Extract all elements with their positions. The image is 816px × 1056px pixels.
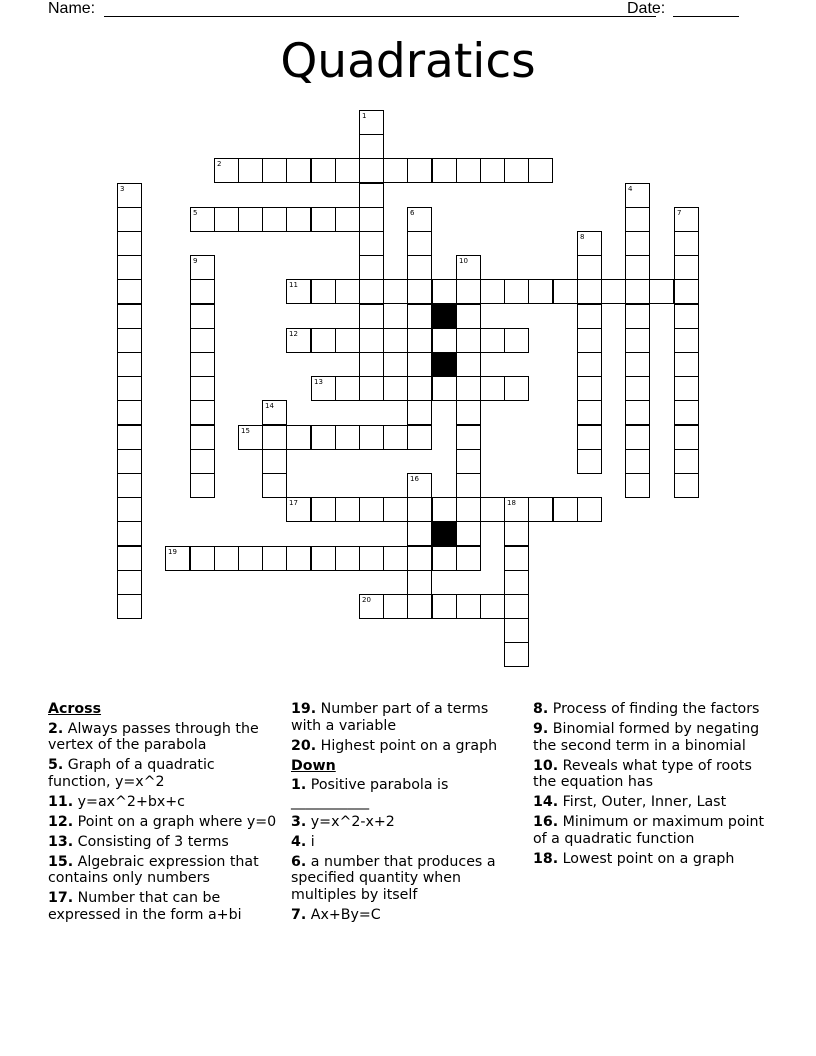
grid-cell[interactable] xyxy=(311,425,336,450)
grid-cell[interactable] xyxy=(528,497,553,522)
page-title: Quadratics xyxy=(280,34,536,89)
grid-cell[interactable] xyxy=(238,546,263,571)
grid-cell[interactable] xyxy=(625,352,650,377)
grid-cell[interactable] xyxy=(190,449,215,474)
grid-cell[interactable] xyxy=(407,255,432,280)
grid-cell[interactable] xyxy=(504,521,529,546)
grid-cell[interactable] xyxy=(625,400,650,425)
grid-cell[interactable] xyxy=(674,304,699,329)
grid-cell[interactable] xyxy=(674,231,699,256)
grid-cell[interactable] xyxy=(383,376,408,401)
grid-cell[interactable] xyxy=(238,425,263,450)
grid-cell[interactable] xyxy=(359,158,384,183)
grid-cell[interactable] xyxy=(577,449,602,474)
grid-cell[interactable] xyxy=(504,618,529,643)
grid-cell[interactable] xyxy=(553,279,578,304)
grid-cell[interactable] xyxy=(117,304,142,329)
clue-across: 12. Point on a graph where y=0 xyxy=(48,813,277,830)
grid-cell[interactable] xyxy=(359,594,384,619)
grid-cell[interactable] xyxy=(674,376,699,401)
clue-across: 17. Number that can be expressed in the form a+bi xyxy=(48,890,242,923)
grid-cell[interactable] xyxy=(432,497,457,522)
grid-cell[interactable] xyxy=(117,497,142,522)
grid-cell[interactable] xyxy=(504,158,529,183)
grid-cell[interactable] xyxy=(311,328,336,353)
clue-across: 20. Highest point on a graph xyxy=(291,737,498,754)
clue-number: 1 xyxy=(362,112,367,120)
grid-cell[interactable] xyxy=(456,255,481,280)
grid-cell[interactable] xyxy=(504,497,529,522)
clue-down: 7. Ax+By=C xyxy=(291,906,381,923)
grid-cell[interactable] xyxy=(480,279,505,304)
grid-cell[interactable] xyxy=(311,546,336,571)
clue-down: 3. y=x^2-x+2 xyxy=(291,813,395,830)
grid-cell[interactable] xyxy=(190,400,215,425)
grid-cell[interactable] xyxy=(456,158,481,183)
grid-cell[interactable] xyxy=(407,158,432,183)
clue-number: 17 xyxy=(289,499,298,507)
grid-cell[interactable] xyxy=(286,497,311,522)
grid-cell[interactable] xyxy=(383,158,408,183)
clue-across: 13. Consisting of 3 terms xyxy=(48,833,229,850)
grid-cell[interactable] xyxy=(407,546,432,571)
down-heading: Down xyxy=(291,757,336,774)
grid-cell[interactable] xyxy=(165,546,190,571)
grid-cell[interactable] xyxy=(407,473,432,498)
grid-cell[interactable] xyxy=(528,158,553,183)
grid-cell[interactable] xyxy=(625,328,650,353)
clue-number: 11 xyxy=(289,281,298,289)
grid-cell[interactable] xyxy=(262,158,287,183)
grid-cell[interactable] xyxy=(577,400,602,425)
grid-cell[interactable] xyxy=(286,279,311,304)
clue-number: 8 xyxy=(580,233,585,241)
grid-cell[interactable] xyxy=(456,328,481,353)
clue-across: 11. y=ax^2+bx+c xyxy=(48,793,185,810)
grid-cell[interactable] xyxy=(577,497,602,522)
grid-cell[interactable] xyxy=(359,207,384,232)
grid-cell[interactable] xyxy=(359,255,384,280)
grid-cell[interactable] xyxy=(117,183,142,208)
grid-cell[interactable] xyxy=(359,546,384,571)
grid-cell[interactable] xyxy=(117,425,142,450)
grid-cell[interactable] xyxy=(407,400,432,425)
grid-cell[interactable] xyxy=(432,279,457,304)
grid-cell[interactable] xyxy=(480,328,505,353)
grid-cell[interactable] xyxy=(456,521,481,546)
grid-cell[interactable] xyxy=(625,449,650,474)
clue-number: 4 xyxy=(628,185,633,193)
grid-cell[interactable] xyxy=(335,497,360,522)
clue-number: 14 xyxy=(265,402,274,410)
grid-cell[interactable] xyxy=(504,279,529,304)
clue-number: 2 xyxy=(217,160,222,168)
grid-cell[interactable] xyxy=(238,158,263,183)
grid-cell[interactable] xyxy=(335,279,360,304)
grid-cell[interactable] xyxy=(577,328,602,353)
grid-cell[interactable] xyxy=(456,304,481,329)
grid-cell[interactable] xyxy=(359,425,384,450)
clues-column-3 xyxy=(533,701,773,871)
grid-cell[interactable] xyxy=(480,594,505,619)
grid-cell[interactable] xyxy=(286,158,311,183)
clue-down: 18. Lowest point on a graph xyxy=(533,850,735,867)
clue-number: 3 xyxy=(120,185,125,193)
grid-cell[interactable] xyxy=(359,134,384,159)
grid-cell[interactable] xyxy=(553,497,578,522)
clue-across: 15. Algebraic expression that contains only numbers xyxy=(48,853,259,886)
grid-cell[interactable] xyxy=(432,546,457,571)
clue-number: 9 xyxy=(193,257,198,265)
grid-cell[interactable] xyxy=(117,255,142,280)
grid-cell[interactable] xyxy=(117,449,142,474)
grid-cell[interactable] xyxy=(625,376,650,401)
grid-cell[interactable] xyxy=(383,279,408,304)
grid-cell[interactable] xyxy=(674,473,699,498)
grid-cell[interactable] xyxy=(625,183,650,208)
grid-cell[interactable] xyxy=(335,376,360,401)
grid-cell[interactable] xyxy=(117,231,142,256)
grid-cell[interactable] xyxy=(262,473,287,498)
grid-cell[interactable] xyxy=(601,279,626,304)
clue-down: 14. First, Outer, Inner, Last xyxy=(533,794,727,810)
grid-cell[interactable] xyxy=(407,521,432,546)
clue-number: 15 xyxy=(241,427,250,435)
clue-number: 13 xyxy=(314,378,323,386)
clue-number: 7 xyxy=(677,209,682,217)
grid-cell[interactable] xyxy=(335,328,360,353)
grid-cell[interactable] xyxy=(359,497,384,522)
grid-cell[interactable] xyxy=(407,352,432,377)
grid-cell[interactable] xyxy=(577,255,602,280)
grid-cell[interactable] xyxy=(674,207,699,232)
grid-cell[interactable] xyxy=(577,425,602,450)
grid-cell[interactable] xyxy=(625,231,650,256)
grid-cell[interactable] xyxy=(214,207,239,232)
grid-cell[interactable] xyxy=(359,231,384,256)
clue-down: 10. Reveals what type of roots the equation has xyxy=(533,757,752,790)
grid-cell[interactable] xyxy=(214,158,239,183)
grid-cell[interactable] xyxy=(674,352,699,377)
clues-column-2 xyxy=(291,701,519,927)
grid-cell[interactable] xyxy=(504,570,529,595)
grid-cell[interactable] xyxy=(190,473,215,498)
grid-cell[interactable] xyxy=(456,546,481,571)
clue-down: 16. Minimum or maximum point of a quadratic function xyxy=(533,814,765,847)
grid-cell[interactable] xyxy=(504,376,529,401)
clue-down: 9. Binomial formed by negating the second term in a binomial xyxy=(533,721,760,754)
grid-cell[interactable] xyxy=(117,376,142,401)
grid-cell[interactable] xyxy=(311,497,336,522)
grid-cell[interactable] xyxy=(190,425,215,450)
grid-cell[interactable] xyxy=(117,594,142,619)
name-label: Name: xyxy=(48,0,96,17)
grid-cell[interactable] xyxy=(456,279,481,304)
grid-cell[interactable] xyxy=(504,642,529,667)
black-square xyxy=(432,521,457,546)
clue-number: 16 xyxy=(410,475,419,483)
grid-cell[interactable] xyxy=(190,279,215,304)
clue-down: 4. i xyxy=(291,833,315,850)
grid-cell[interactable] xyxy=(383,497,408,522)
grid-cell[interactable] xyxy=(383,328,408,353)
grid-cell[interactable] xyxy=(456,400,481,425)
grid-cell[interactable] xyxy=(383,425,408,450)
grid-cell[interactable] xyxy=(335,425,360,450)
grid-cell[interactable] xyxy=(190,207,215,232)
grid-cell[interactable] xyxy=(432,328,457,353)
grid-cell[interactable] xyxy=(262,400,287,425)
grid-cell[interactable] xyxy=(625,473,650,498)
grid-cell[interactable] xyxy=(190,255,215,280)
clues-column-1 xyxy=(48,701,280,927)
grid-cell[interactable] xyxy=(674,279,699,304)
grid-cell[interactable] xyxy=(286,328,311,353)
date-label: Date: xyxy=(627,0,666,17)
grid-cell[interactable] xyxy=(262,449,287,474)
grid-cell[interactable] xyxy=(311,207,336,232)
grid-cell[interactable] xyxy=(456,497,481,522)
grid-cell[interactable] xyxy=(262,425,287,450)
grid-cell[interactable] xyxy=(262,546,287,571)
grid-cell[interactable] xyxy=(432,158,457,183)
grid-cell[interactable] xyxy=(117,546,142,571)
grid-cell[interactable] xyxy=(190,376,215,401)
grid-cell[interactable] xyxy=(432,376,457,401)
clue-number: 12 xyxy=(289,330,298,338)
grid-cell[interactable] xyxy=(407,594,432,619)
grid-cell[interactable] xyxy=(335,546,360,571)
grid-cell[interactable] xyxy=(117,521,142,546)
grid-cell[interactable] xyxy=(359,110,384,135)
grid-cell[interactable] xyxy=(286,425,311,450)
clue-number: 18 xyxy=(507,499,516,507)
grid-cell[interactable] xyxy=(359,304,384,329)
grid-cell[interactable] xyxy=(674,449,699,474)
grid-cell[interactable] xyxy=(480,497,505,522)
grid-cell[interactable] xyxy=(577,231,602,256)
grid-cell[interactable] xyxy=(625,304,650,329)
clue-down: 1. Positive parabola is ___________ xyxy=(291,777,449,810)
grid-cell[interactable] xyxy=(359,279,384,304)
grid-cell[interactable] xyxy=(117,328,142,353)
grid-cell[interactable] xyxy=(649,279,674,304)
black-square xyxy=(432,304,457,329)
grid-cell[interactable] xyxy=(262,207,287,232)
grid-cell[interactable] xyxy=(504,546,529,571)
grid-cell[interactable] xyxy=(335,207,360,232)
clue-down: 8. Process of finding the factors xyxy=(533,701,760,717)
grid-cell[interactable] xyxy=(383,546,408,571)
grid-cell[interactable] xyxy=(286,207,311,232)
grid-cell[interactable] xyxy=(117,352,142,377)
grid-cell[interactable] xyxy=(117,570,142,595)
grid-cell[interactable] xyxy=(528,279,553,304)
grid-cell[interactable] xyxy=(359,328,384,353)
grid-cell[interactable] xyxy=(456,376,481,401)
grid-cell[interactable] xyxy=(625,207,650,232)
clue-across: 2. Always passes through the vertex of the parabola xyxy=(48,720,259,753)
grid-cell[interactable] xyxy=(407,207,432,232)
grid-cell[interactable] xyxy=(480,158,505,183)
grid-cell[interactable] xyxy=(407,328,432,353)
grid-cell[interactable] xyxy=(504,594,529,619)
grid-cell[interactable] xyxy=(311,279,336,304)
grid-cell[interactable] xyxy=(577,376,602,401)
grid-cell[interactable] xyxy=(214,546,239,571)
grid-cell[interactable] xyxy=(407,279,432,304)
grid-cell[interactable] xyxy=(674,425,699,450)
grid-cell[interactable] xyxy=(407,304,432,329)
grid-cell[interactable] xyxy=(311,158,336,183)
grid-cell[interactable] xyxy=(359,376,384,401)
grid-cell[interactable] xyxy=(456,352,481,377)
grid-cell[interactable] xyxy=(432,594,457,619)
grid-cell[interactable] xyxy=(407,376,432,401)
grid-cell[interactable] xyxy=(504,328,529,353)
clue-number: 19 xyxy=(168,548,177,556)
grid-cell[interactable] xyxy=(359,183,384,208)
grid-cell[interactable] xyxy=(359,352,384,377)
grid-cell[interactable] xyxy=(674,400,699,425)
grid-cell[interactable] xyxy=(456,473,481,498)
clue-across: 5. Graph of a quadratic function, y=x^2 xyxy=(48,757,215,790)
grid-cell[interactable] xyxy=(456,594,481,619)
grid-cell[interactable] xyxy=(383,594,408,619)
grid-cell[interactable] xyxy=(456,425,481,450)
grid-cell[interactable] xyxy=(625,255,650,280)
grid-cell[interactable] xyxy=(117,473,142,498)
grid-cell[interactable] xyxy=(311,376,336,401)
grid-cell[interactable] xyxy=(117,279,142,304)
grid-cell[interactable] xyxy=(456,449,481,474)
clue-down: 6. a number that produces a specified quantity when multiples by itself xyxy=(291,853,496,903)
grid-cell[interactable] xyxy=(117,207,142,232)
clue-number: 10 xyxy=(459,257,468,265)
across-heading: Across xyxy=(48,701,102,717)
grid-cell[interactable] xyxy=(480,376,505,401)
grid-cell[interactable] xyxy=(286,546,311,571)
grid-cell[interactable] xyxy=(577,279,602,304)
grid-cell[interactable] xyxy=(407,231,432,256)
grid-cell[interactable] xyxy=(407,570,432,595)
grid-cell[interactable] xyxy=(238,207,263,232)
grid-cell[interactable] xyxy=(577,304,602,329)
grid-cell[interactable] xyxy=(625,279,650,304)
grid-cell[interactable] xyxy=(335,158,360,183)
black-square xyxy=(432,352,457,377)
grid-cell[interactable] xyxy=(190,546,215,571)
grid-cell[interactable] xyxy=(407,425,432,450)
grid-cell[interactable] xyxy=(577,352,602,377)
grid-cell[interactable] xyxy=(190,304,215,329)
grid-cell[interactable] xyxy=(625,425,650,450)
clue-across: 19. Number part of a terms with a variable xyxy=(291,701,489,734)
clue-number: 6 xyxy=(410,209,415,217)
clue-number: 20 xyxy=(362,596,371,604)
grid-cell[interactable] xyxy=(117,400,142,425)
grid-cell[interactable] xyxy=(674,328,699,353)
grid-cell[interactable] xyxy=(674,255,699,280)
grid-cell[interactable] xyxy=(190,352,215,377)
grid-cell[interactable] xyxy=(407,497,432,522)
clue-number: 5 xyxy=(193,209,198,217)
grid-cell[interactable] xyxy=(190,328,215,353)
